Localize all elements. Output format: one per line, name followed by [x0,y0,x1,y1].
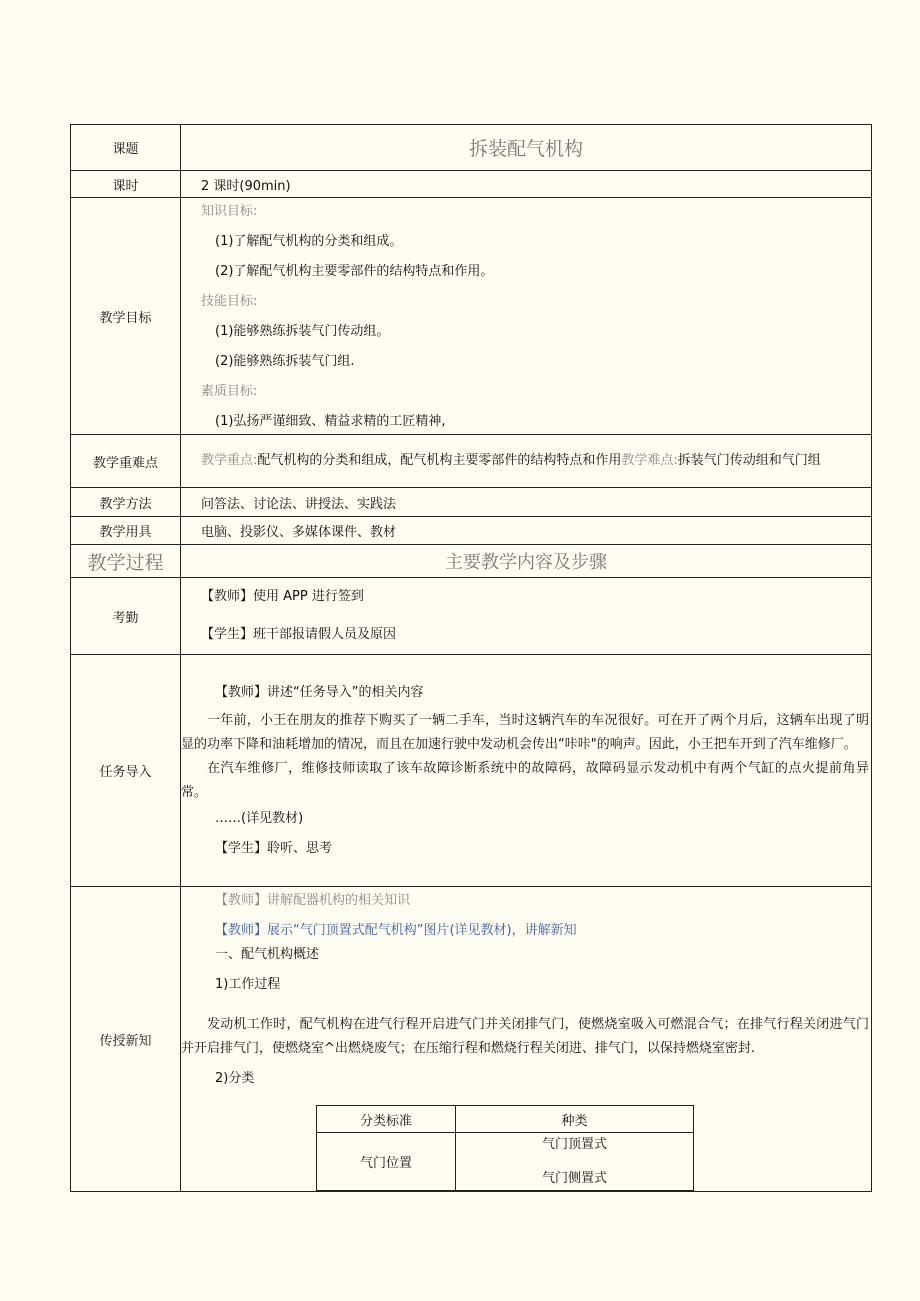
process-header-right: 主要教学内容及步骤 [181,545,872,578]
classification-header: 分类标准 [317,1106,456,1133]
intro-paragraph-2: 在汽车维修厂，维修技师读取了该车故障诊断系统中的故障码，故障码显示发动机中有两个气缸的点火提前角异常。 [181,760,869,800]
intro-row [71,655,872,887]
classification-types [456,1133,694,1191]
nk-sub-1: 1)工作过程 [215,977,281,992]
intro-more: ……(详见教材) [215,810,304,826]
key-text: 配气机构的分类和组成，配气机构主要零部件的结构特点和作用 [257,453,622,468]
objectives-label: 教学目标 [71,198,181,435]
quality-item: (1)弘扬严谨细致、精益求精的工匠精神, [215,414,446,429]
keypoints-label: 教学重难点 [71,435,181,488]
difficult-text: 拆装气门传动组和气门组 [677,453,821,468]
methods-label: 教学方法 [71,488,181,517]
topic-label: 课题 [71,125,181,171]
difficult-label: 教学难点: [621,453,678,468]
classification-row-label: 气门位置 [317,1133,456,1191]
classification-table [316,1105,694,1191]
nk-teacher-1: 【教师】讲解配器机构的相关知识 [215,893,411,908]
attendance-teacher: 【教师】使用 APP 进行签到 [201,589,364,604]
skill-item: (2)能够熟练拆装气门组. [215,354,355,369]
new-knowledge-label: 传授新知 [71,887,181,1192]
topic-row [71,125,872,171]
hours-value: 2 课时(90min) [181,171,872,198]
tools-value: 电脑、投影仪、多媒体课件、教材 [181,517,872,545]
skill-heading: 技能目标: [201,294,258,309]
nk-teacher-2: 【教师】展示“气门顶置式配气机构”图片(详见教材)，讲解新知 [215,923,577,938]
attendance-student: 【学生】班干部报请假人员及原因 [201,627,397,642]
knowledge-item: (1)了解配气机构的分类和组成。 [215,234,403,249]
process-header-left: 教学过程 [71,545,181,578]
tools-label: 教学用具 [71,517,181,545]
skill-item: (1)能够熟练拆装气门传动组。 [215,324,390,339]
nk-section-1: 一、配气机构概述 [215,947,320,962]
nk-paragraph: 发动机工作时，配气机构在进气行程开启进气门并关闭排气门，使燃烧室吸入可燃混合气；在排气行程关闭进气门并开启排气门，使燃烧室^出燃烧废气；在压缩行程和燃烧行程关闭进、排气门，以保持燃烧室密封. [181,1017,869,1056]
classification-header-row [317,1106,694,1133]
keypoints-content [181,435,872,488]
nk-sub-2: 2)分类 [215,1071,255,1086]
classification-header: 种类 [456,1106,694,1133]
key-label: 教学重点: [201,453,258,468]
attendance-content [181,578,872,655]
quality-heading: 素质目标: [201,384,258,399]
attendance-row [71,578,872,655]
intro-student: 【学生】聆听、思考 [215,840,333,856]
classification-type: 气门顶置式 [541,1136,607,1152]
new-knowledge-row [71,887,872,1192]
intro-label: 任务导入 [71,655,181,887]
process-header-row [71,545,872,578]
objectives-content [181,198,872,435]
hours-row [71,171,872,198]
keypoints-row [71,435,872,488]
methods-value: 问答法、讨论法、讲授法、实践法 [181,488,872,517]
intro-paragraph-1: 一年前，小王在朋友的推荐下购买了一辆二手车，当时这辆汽车的车况很好。可在开了两个月后，这辆车出现了明显的功率下降和油耗增加的情况，而且在加速行驶中发动机会传出“咔咔"的响声。因此，小王把车开到了汽车维修厂。 [181,712,869,752]
knowledge-heading: 知识目标: [201,204,258,219]
intro-teacher: 【教师】讲述“任务导入”的相关内容 [215,684,424,700]
new-knowledge-content [181,887,872,1192]
knowledge-item: (2)了解配气机构主要零部件的结构特点和作用。 [215,264,494,279]
attendance-label: 考勤 [71,578,181,655]
classification-type: 气门侧置式 [541,1170,607,1186]
topic-title: 拆装配气机构 [181,125,872,171]
intro-content [181,655,872,887]
lesson-plan-table [70,124,872,1192]
objectives-row [71,198,872,435]
methods-row [71,488,872,517]
tools-row [71,517,872,545]
classification-row [317,1133,694,1191]
hours-label: 课时 [71,171,181,198]
